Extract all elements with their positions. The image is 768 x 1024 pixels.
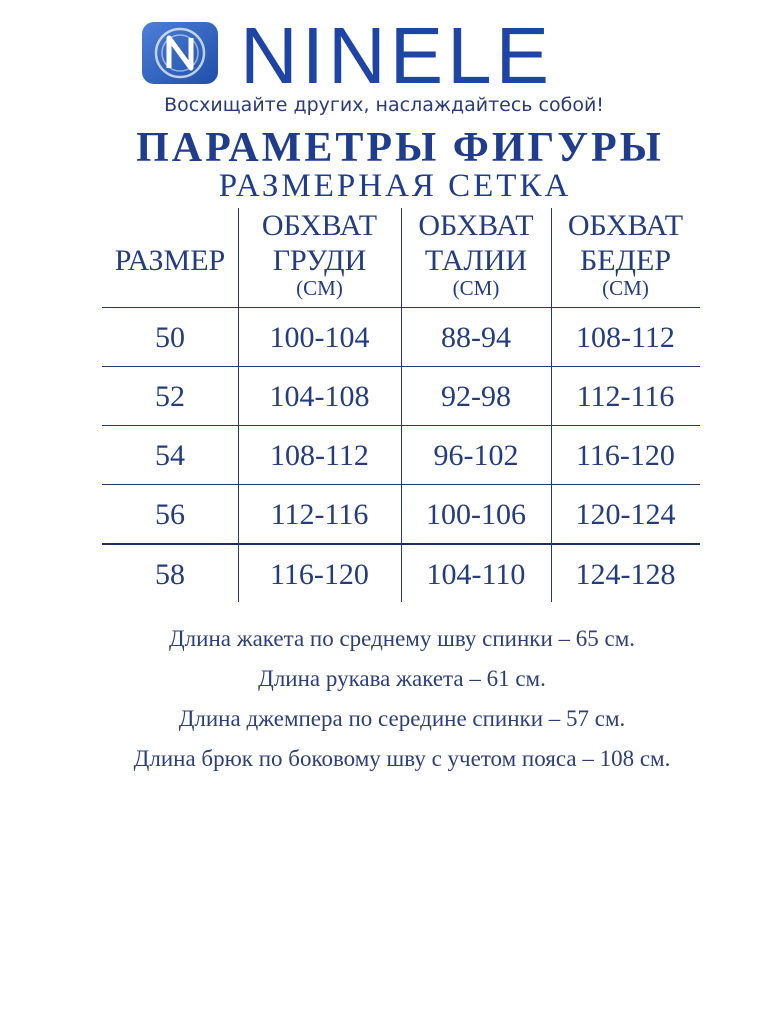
table-row [102, 308, 700, 367]
header-unit: (СМ) [452, 276, 500, 300]
garment-notes [0, 622, 768, 782]
header-waist [401, 208, 551, 306]
header-size [102, 208, 238, 306]
cell-size: 58 [155, 558, 185, 591]
brand-slogan: Восхищайте других, наслаждайтесь собой! [164, 94, 604, 116]
page-title: ПАРАМЕТРЫ ФИГУРЫ [136, 125, 664, 171]
header-hips [551, 208, 700, 306]
note-jacket-length: Длина жакета по среднему шву спинки – 65 см. [168, 626, 636, 651]
cell-chest: 108-112 [270, 439, 369, 472]
cell-hips: 120-124 [575, 498, 676, 531]
header-chest [238, 208, 401, 306]
cell-size: 52 [155, 380, 185, 413]
header-unit: (СМ) [296, 276, 343, 300]
table-row [102, 545, 700, 604]
header-label: ОБХВАТ [261, 209, 378, 242]
table-row [102, 485, 700, 544]
cell-waist: 88-94 [441, 321, 511, 354]
cell-waist: 104-110 [426, 558, 526, 591]
cell-hips: 112-116 [576, 380, 675, 413]
page-subtitle: РАЗМЕРНАЯ СЕТКА [218, 168, 572, 204]
cell-size: 56 [155, 498, 185, 531]
note-jumper-length: Длина джемпера по середине спинки – 57 см. [178, 706, 626, 731]
cell-waist: 100-106 [426, 498, 526, 531]
cell-chest: 116-120 [270, 558, 369, 591]
cell-waist: 92-98 [441, 380, 511, 413]
header-label-line2: ТАЛИИ [424, 244, 528, 277]
cell-hips: 124-128 [575, 558, 676, 591]
header-unit: (СМ) [602, 276, 649, 300]
cell-hips: 108-112 [576, 321, 675, 354]
table-row [102, 367, 700, 426]
cell-chest: 100-104 [269, 321, 370, 354]
note-trousers-length: Длина брюк по боковому шву с учетом пояса – 108 см. [133, 746, 671, 771]
table-row [102, 426, 700, 485]
cell-chest: 104-108 [269, 380, 370, 413]
size-table [102, 208, 700, 602]
n-monogram-icon [140, 20, 220, 86]
brand-wordmark: NINELE [240, 11, 553, 100]
cell-hips: 116-120 [576, 439, 675, 472]
cell-size: 50 [155, 321, 185, 354]
header-label: РАЗМЕР [114, 244, 226, 277]
note-sleeve-length: Длина рукава жакета – 61 см. [258, 666, 546, 691]
cell-waist: 96-102 [433, 439, 519, 472]
cell-size: 54 [155, 439, 185, 472]
header-label-line2: БЕДЕР [579, 244, 672, 277]
header-label-line2: ГРУДИ [272, 244, 367, 277]
brand-logo [140, 11, 640, 100]
header-label: ОБХВАТ [418, 209, 534, 242]
cell-chest: 112-116 [270, 498, 369, 531]
header-label: ОБХВАТ [567, 209, 684, 242]
